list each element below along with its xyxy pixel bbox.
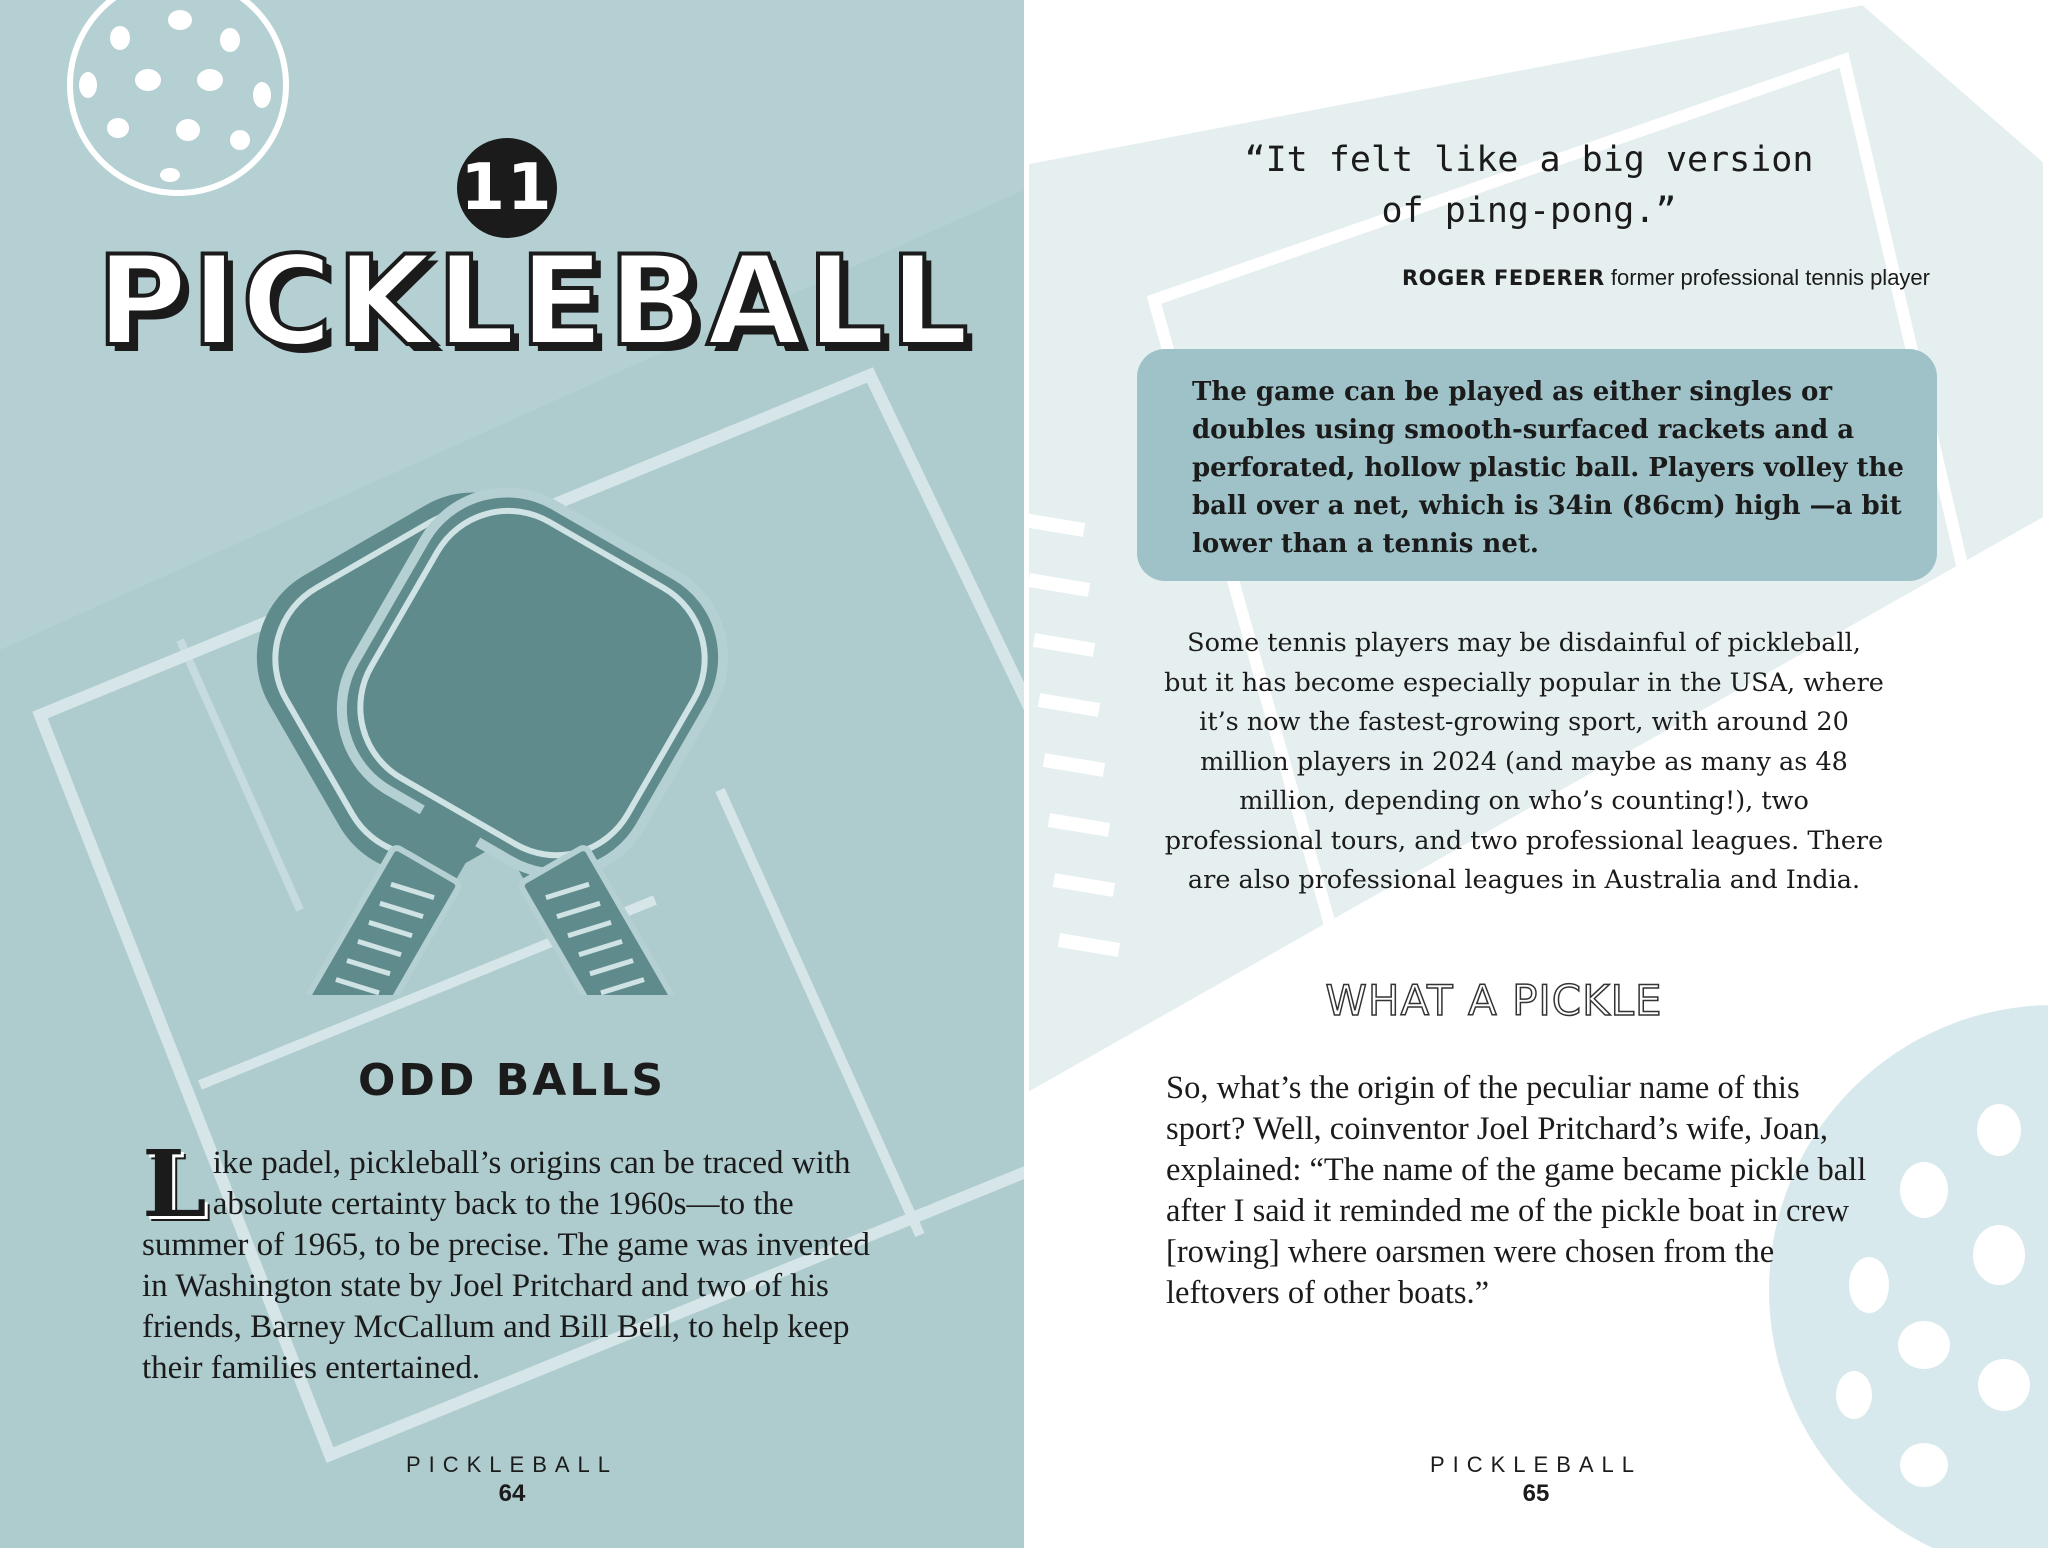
callout-text: The game can be played as either singles or doubles using smooth-surfaced rackets and a perforated, hollow plastic ball. Players volley the ball over a net, which is 34in (86cm) high —a bit lower than a tennis net. xyxy=(1192,377,1904,559)
left-body-rest: ike padel, pickleball’s origins can be traced with absolute certainty back to the 1960s—to the summer of 1965, to be precise. The game was invented in Washington state by Joel Pritchard and two of his friends, Barney McCallum and Bill Bell, to help keep their families entertained. xyxy=(142,1145,870,1386)
pull-quote: “It felt like a big version of ping-pong.” xyxy=(1244,140,1814,231)
chapter-title-text: PICKLEBALL xyxy=(96,230,973,374)
left-body-text xyxy=(142,1130,882,1389)
chapter-number-badge: 11 xyxy=(457,138,557,238)
pickleball-icon xyxy=(0,0,320,220)
quote-attribution xyxy=(1224,265,1930,291)
attribution-role: former professional tennis player xyxy=(1610,265,1930,290)
running-head: PICKLEBALL xyxy=(1429,1452,1643,1477)
left-footer xyxy=(0,1452,1024,1508)
right-footer xyxy=(1024,1452,2048,1508)
page-number: 64 xyxy=(498,1480,526,1507)
section-heading-what-a-pickle: WHAT A PICKLE xyxy=(1325,976,1663,1025)
right-page xyxy=(1024,0,2048,1548)
chapter-title xyxy=(0,230,1024,374)
page-number: 65 xyxy=(1522,1480,1550,1507)
drop-cap: L xyxy=(142,1130,207,1238)
section-heading-odd-balls: ODD BALLS xyxy=(357,1055,667,1106)
callout-box xyxy=(1137,349,1937,581)
right-body-text: So, what’s the origin of the peculiar name of this sport? Well, coinventor Joel Pritchard’s wife, Joan, explained: “The name of the game became pickle ball after I said it reminded me of the pickle boat in crew [rowing] where oarsmen were chosen from the leftovers of other boats.” xyxy=(1166,1070,1867,1311)
crossed-paddles-icon xyxy=(150,455,870,995)
centered-paragraph: Some tennis players may be disdainful of pickleball, but it has become especially popular in the USA, where it’s now the fastest-growing sport, with around 20 million players in 2024 (and maybe as many as 48 million, depending on who’s counting!), two professional tours, and two professional leagues. There are also professional leagues in Australia and India. xyxy=(1164,628,1884,895)
attribution-name: ROGER FEDERER xyxy=(1401,266,1605,290)
running-head: PICKLEBALL xyxy=(405,1452,619,1477)
